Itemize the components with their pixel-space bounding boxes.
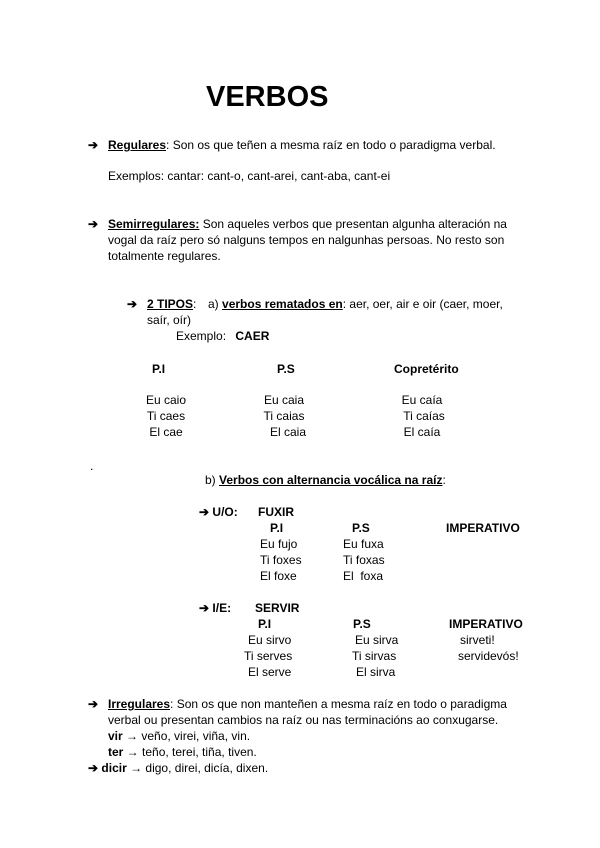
example-verb: CAER bbox=[235, 329, 270, 343]
caer-header-pi: P.I bbox=[152, 362, 166, 376]
dicir-forms: → digo, direi, dicía, dixen. bbox=[126, 761, 269, 775]
page-title: VERBOS bbox=[206, 81, 329, 113]
fuxir-pi-cell: Ti foxes bbox=[260, 553, 302, 567]
regulares-label: Regulares bbox=[108, 138, 167, 152]
servir-pi-cell: El serve bbox=[248, 665, 292, 679]
alternancia-colon: : bbox=[442, 473, 446, 487]
arrow-right-icon: ➔ bbox=[127, 297, 138, 311]
regulares-examples: Exemplos: cantar: cant-o, cant-arei, cant-aba, cant-ei bbox=[108, 169, 391, 183]
vir-forms: → veño, virei, viña, vin. bbox=[122, 729, 251, 743]
semirregulares-item bbox=[88, 216, 98, 232]
irregulares-line-2: verbal ou presentan cambios na raíz ou nas terminacións ao conxugarse. bbox=[108, 713, 499, 727]
irregular-ter bbox=[108, 744, 257, 760]
ter-label: ter bbox=[108, 745, 124, 759]
caer-ps-cell: Eu caia bbox=[263, 393, 305, 407]
semirregulares-line-3: totalmente regulares. bbox=[108, 249, 221, 263]
caer-copreterito-cell: El caía bbox=[403, 425, 441, 439]
servir-header-imperativo: IMPERATIVO bbox=[449, 617, 523, 631]
fuxir-header-imperativo: IMPERATIVO bbox=[446, 521, 520, 535]
ter-forms: → teño, terei, tiña, tiven. bbox=[123, 745, 257, 759]
caer-pi-cell: Ti caes bbox=[146, 409, 186, 423]
arrow-right-icon: ➔ bbox=[88, 217, 99, 231]
alternancia-label: Verbos con alternancia vocálica na raíz bbox=[219, 473, 443, 487]
arrow-right-icon: ➔ bbox=[199, 601, 210, 615]
irregulares-label: Irregulares bbox=[108, 697, 171, 711]
servir-header-pi: P.I bbox=[258, 617, 272, 631]
uo-item bbox=[199, 504, 238, 520]
caer-copreterito-cell: Eu caía bbox=[401, 393, 443, 407]
servir-pi-cell: Eu sirvo bbox=[248, 633, 292, 647]
irregulares-item bbox=[88, 696, 98, 712]
semirregulares-line-1 bbox=[108, 216, 507, 232]
fuxir-ps-cell: Ti foxas bbox=[343, 553, 385, 567]
regulares-definition bbox=[108, 137, 496, 153]
alternancia-prefix: b) bbox=[205, 473, 216, 487]
arrow-right-icon: ➔ bbox=[88, 761, 99, 775]
arrow-right-icon: ➔ bbox=[88, 697, 99, 711]
tipos-a-line-2: saír, oír) bbox=[147, 313, 192, 327]
regulares-item bbox=[88, 137, 98, 153]
servir-ps-cell: El sirva bbox=[356, 665, 396, 679]
caer-ps-cell: Ti caias bbox=[263, 409, 305, 423]
caer-pi-cell: El cae bbox=[149, 425, 183, 439]
tipos-a-label: verbos rematados en bbox=[222, 297, 343, 311]
irregular-vir bbox=[108, 728, 250, 744]
ie-item bbox=[199, 600, 231, 616]
ie-label: I/E: bbox=[212, 601, 232, 615]
tipos-a-line bbox=[208, 296, 503, 312]
irregular-dicir bbox=[88, 760, 268, 776]
uo-label: U/O: bbox=[212, 505, 238, 519]
servir-header-ps: P.S bbox=[353, 617, 371, 631]
semirregulares-text: Son aqueles verbos que presentan algunha alteración na bbox=[199, 217, 507, 231]
caer-pi-cell: Eu caio bbox=[145, 393, 187, 407]
caer-header-ps: P.S bbox=[277, 362, 295, 376]
fuxir-ps-cell: El foxa bbox=[343, 569, 384, 583]
caer-copreterito-cell: Ti caías bbox=[403, 409, 445, 423]
fuxir-ps-cell: Eu fuxa bbox=[343, 537, 384, 551]
tipos-a-prefix: a) bbox=[208, 297, 219, 311]
arrow-right-icon: ➔ bbox=[88, 138, 99, 152]
fuxir-header-pi: P.I bbox=[270, 521, 284, 535]
alternancia-line bbox=[205, 472, 446, 488]
servir-pi-cell: Ti serves bbox=[244, 649, 293, 663]
arrow-right-icon: ➔ bbox=[199, 505, 210, 519]
dicir-label: dicir bbox=[101, 761, 127, 775]
irregulares-line-1 bbox=[108, 696, 507, 712]
servir-imperativo-cell: sirveti! bbox=[460, 633, 495, 647]
servir-ps-cell: Eu sirva bbox=[355, 633, 399, 647]
stray-dot: . bbox=[90, 459, 94, 473]
irregulares-text: : Son os que non manteñen a mesma raíz en todo o paradigma bbox=[170, 697, 507, 711]
caer-example bbox=[176, 328, 269, 344]
servir-imperativo-cell: servidevós! bbox=[458, 649, 519, 663]
semirregulares-line-2: vogal da raíz pero só nalguns tempos en nalgunhas persoas. No resto son bbox=[108, 233, 505, 247]
caer-header-copreterito: Copretérito bbox=[394, 362, 459, 376]
uo-verb: FUXIR bbox=[258, 505, 294, 519]
regulares-text: : Son os que teñen a mesma raíz en todo o paradigma verbal. bbox=[166, 138, 496, 152]
fuxir-pi-cell: El foxe bbox=[260, 569, 297, 583]
fuxir-header-ps: P.S bbox=[352, 521, 370, 535]
ie-verb: SERVIR bbox=[255, 601, 300, 615]
semirregulares-label: Semirregulares: bbox=[108, 217, 200, 231]
caer-ps-cell: El caia bbox=[269, 425, 307, 439]
tipos-label: 2 TIPOS bbox=[147, 297, 194, 311]
tipos-item bbox=[127, 296, 137, 312]
example-label: Exemplo: bbox=[176, 329, 227, 343]
tipos-line-1 bbox=[147, 296, 196, 312]
tipos-a-text: : aer, oer, air e oir (caer, moer, bbox=[342, 297, 503, 311]
fuxir-pi-cell: Eu fujo bbox=[260, 537, 298, 551]
servir-ps-cell: Ti sirvas bbox=[352, 649, 397, 663]
tipos-colon: : bbox=[193, 297, 197, 311]
vir-label: vir bbox=[108, 729, 123, 743]
